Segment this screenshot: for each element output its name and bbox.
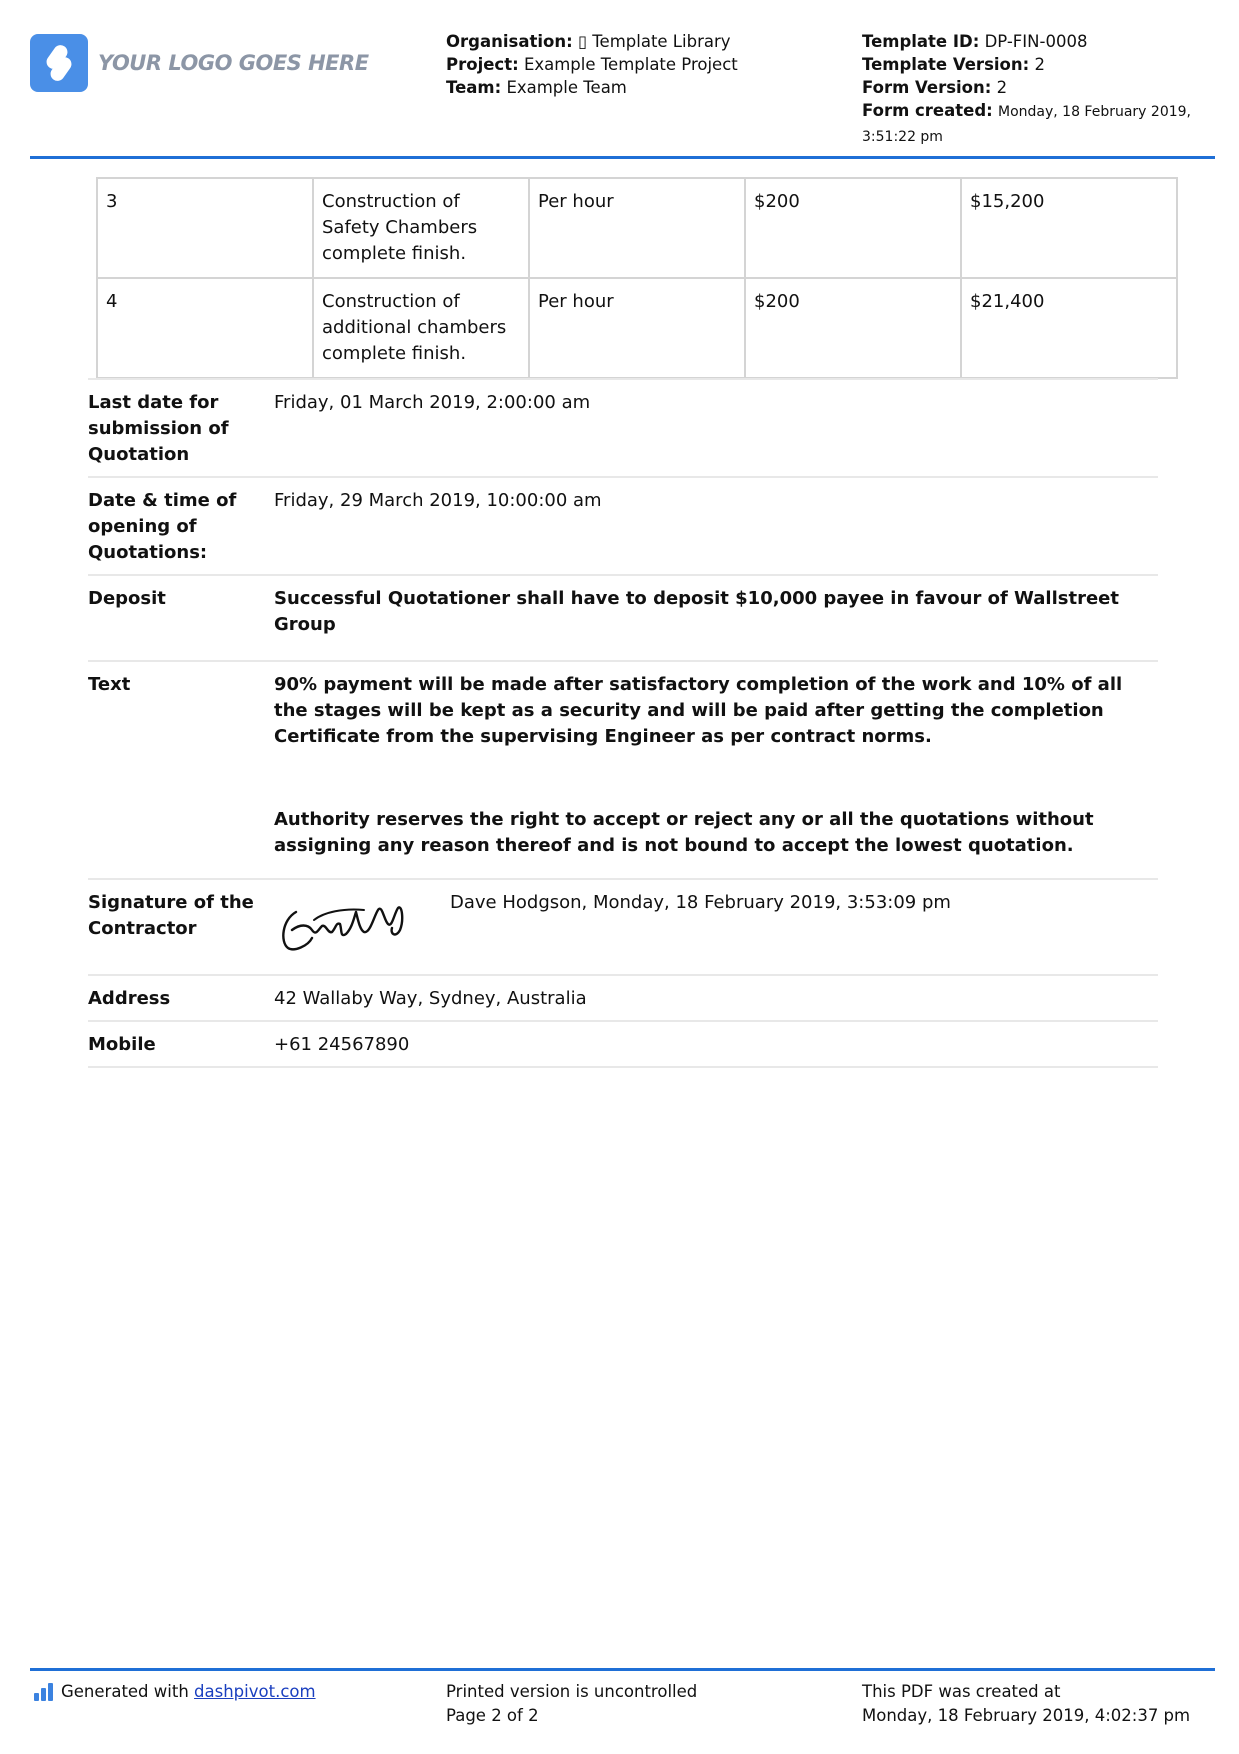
signature-value-wrap bbox=[274, 888, 1158, 966]
item-amount-cell: $15,200 bbox=[962, 179, 1176, 277]
text-field bbox=[88, 660, 1158, 878]
organisation-info bbox=[446, 30, 738, 99]
form-version-label: Form Version: bbox=[862, 78, 992, 97]
template-version-label: Template Version: bbox=[862, 55, 1030, 74]
deposit-value: Successful Quotationer shall have to deposit $10,000 payee in favour of Wallstreet Group bbox=[274, 588, 1119, 635]
item-description-cell: Construction of additional chambers complete finish. bbox=[314, 279, 528, 377]
team-value: Example Team bbox=[506, 78, 627, 97]
text-value bbox=[274, 670, 1158, 870]
opening-date-label: Date & time of opening of Quotations: bbox=[88, 490, 237, 563]
generated-with bbox=[34, 1680, 316, 1704]
uncontrolled-notice: Printed version is uncontrolled bbox=[446, 1682, 698, 1701]
last-date-field bbox=[88, 378, 1158, 476]
template-id-label: Template ID: bbox=[862, 32, 980, 51]
deposit-label: Deposit bbox=[88, 588, 166, 609]
mobile-label: Mobile bbox=[88, 1034, 156, 1055]
page-header bbox=[0, 0, 1239, 160]
payment-terms-paragraph: 90% payment will be made after satisfactory completion of the work and 10% of all the stages will be kept as a security and will be paid after getting the completion Certificate from the supervising Engineer as per contract norms. bbox=[274, 674, 1123, 747]
mobile-value: +61 24567890 bbox=[274, 1034, 410, 1055]
signature-field bbox=[88, 878, 1158, 974]
pdf-created-value: Monday, 18 February 2019, 4:02:37 pm bbox=[862, 1706, 1191, 1725]
opening-date-field bbox=[88, 476, 1158, 574]
mobile-field bbox=[88, 1020, 1158, 1068]
table-row bbox=[98, 179, 1176, 277]
footer-divider bbox=[30, 1668, 1215, 1671]
signature-value: Dave Hodgson, Monday, 18 February 2019, 3:53:09 pm bbox=[450, 892, 951, 913]
team-label: Team: bbox=[446, 78, 502, 97]
logo-mark-icon bbox=[30, 34, 88, 92]
pdf-created-info bbox=[862, 1680, 1190, 1728]
address-value: 42 Wallaby Way, Sydney, Australia bbox=[274, 988, 587, 1009]
form-version-value: 2 bbox=[996, 78, 1008, 97]
header-divider bbox=[30, 156, 1215, 159]
template-version-value: 2 bbox=[1034, 55, 1045, 74]
dashpivot-link[interactable]: dashpivot.com bbox=[194, 1682, 316, 1701]
text-label: Text bbox=[88, 674, 131, 695]
authority-paragraph: Authority reserves the right to accept or reject any or all the quotations without assigning any reason thereof and is not bound to accept the lowest quotation. bbox=[274, 809, 1094, 856]
item-rate-cell: $200 bbox=[746, 279, 960, 377]
last-date-label: Last date for submission of Quotation bbox=[88, 392, 229, 465]
organisation-value: ▯ Template Library bbox=[577, 32, 731, 51]
template-id-value: DP-FIN-0008 bbox=[984, 32, 1088, 51]
generated-prefix: Generated with bbox=[61, 1682, 189, 1701]
opening-date-value: Friday, 29 March 2019, 10:00:00 am bbox=[274, 490, 602, 511]
signature-label: Signature of the Contractor bbox=[88, 892, 254, 939]
signature-image bbox=[274, 890, 424, 960]
organisation-label: Organisation: bbox=[446, 32, 573, 51]
print-status bbox=[446, 1680, 697, 1728]
items-table bbox=[96, 177, 1178, 379]
bar-chart-icon bbox=[34, 1683, 53, 1701]
form-created-label: Form created: bbox=[862, 101, 993, 120]
pdf-created-label: This PDF was created at bbox=[862, 1682, 1061, 1701]
item-unit-cell: Per hour bbox=[530, 179, 744, 277]
address-label: Address bbox=[88, 988, 171, 1009]
item-description-cell: Construction of Safety Chambers complete finish. bbox=[314, 179, 528, 277]
table-row bbox=[98, 279, 1176, 377]
item-unit-cell: Per hour bbox=[530, 279, 744, 377]
project-label: Project: bbox=[446, 55, 519, 74]
item-number-cell: 3 bbox=[98, 179, 312, 277]
deposit-field bbox=[88, 574, 1158, 660]
item-rate-cell: $200 bbox=[746, 179, 960, 277]
company-logo bbox=[30, 34, 369, 92]
template-info bbox=[862, 30, 1207, 149]
last-date-value: Friday, 01 March 2019, 2:00:00 am bbox=[274, 392, 591, 413]
page-number: Page 2 of 2 bbox=[446, 1706, 539, 1725]
form-fields bbox=[88, 378, 1158, 1068]
form-created-value: Monday, 18 February 2019, 3:51:22 pm bbox=[862, 104, 1191, 145]
item-amount-cell: $21,400 bbox=[962, 279, 1176, 377]
item-number-cell: 4 bbox=[98, 279, 312, 377]
project-value: Example Template Project bbox=[523, 55, 738, 74]
address-field bbox=[88, 974, 1158, 1020]
logo-text: YOUR LOGO GOES HERE bbox=[98, 51, 369, 75]
